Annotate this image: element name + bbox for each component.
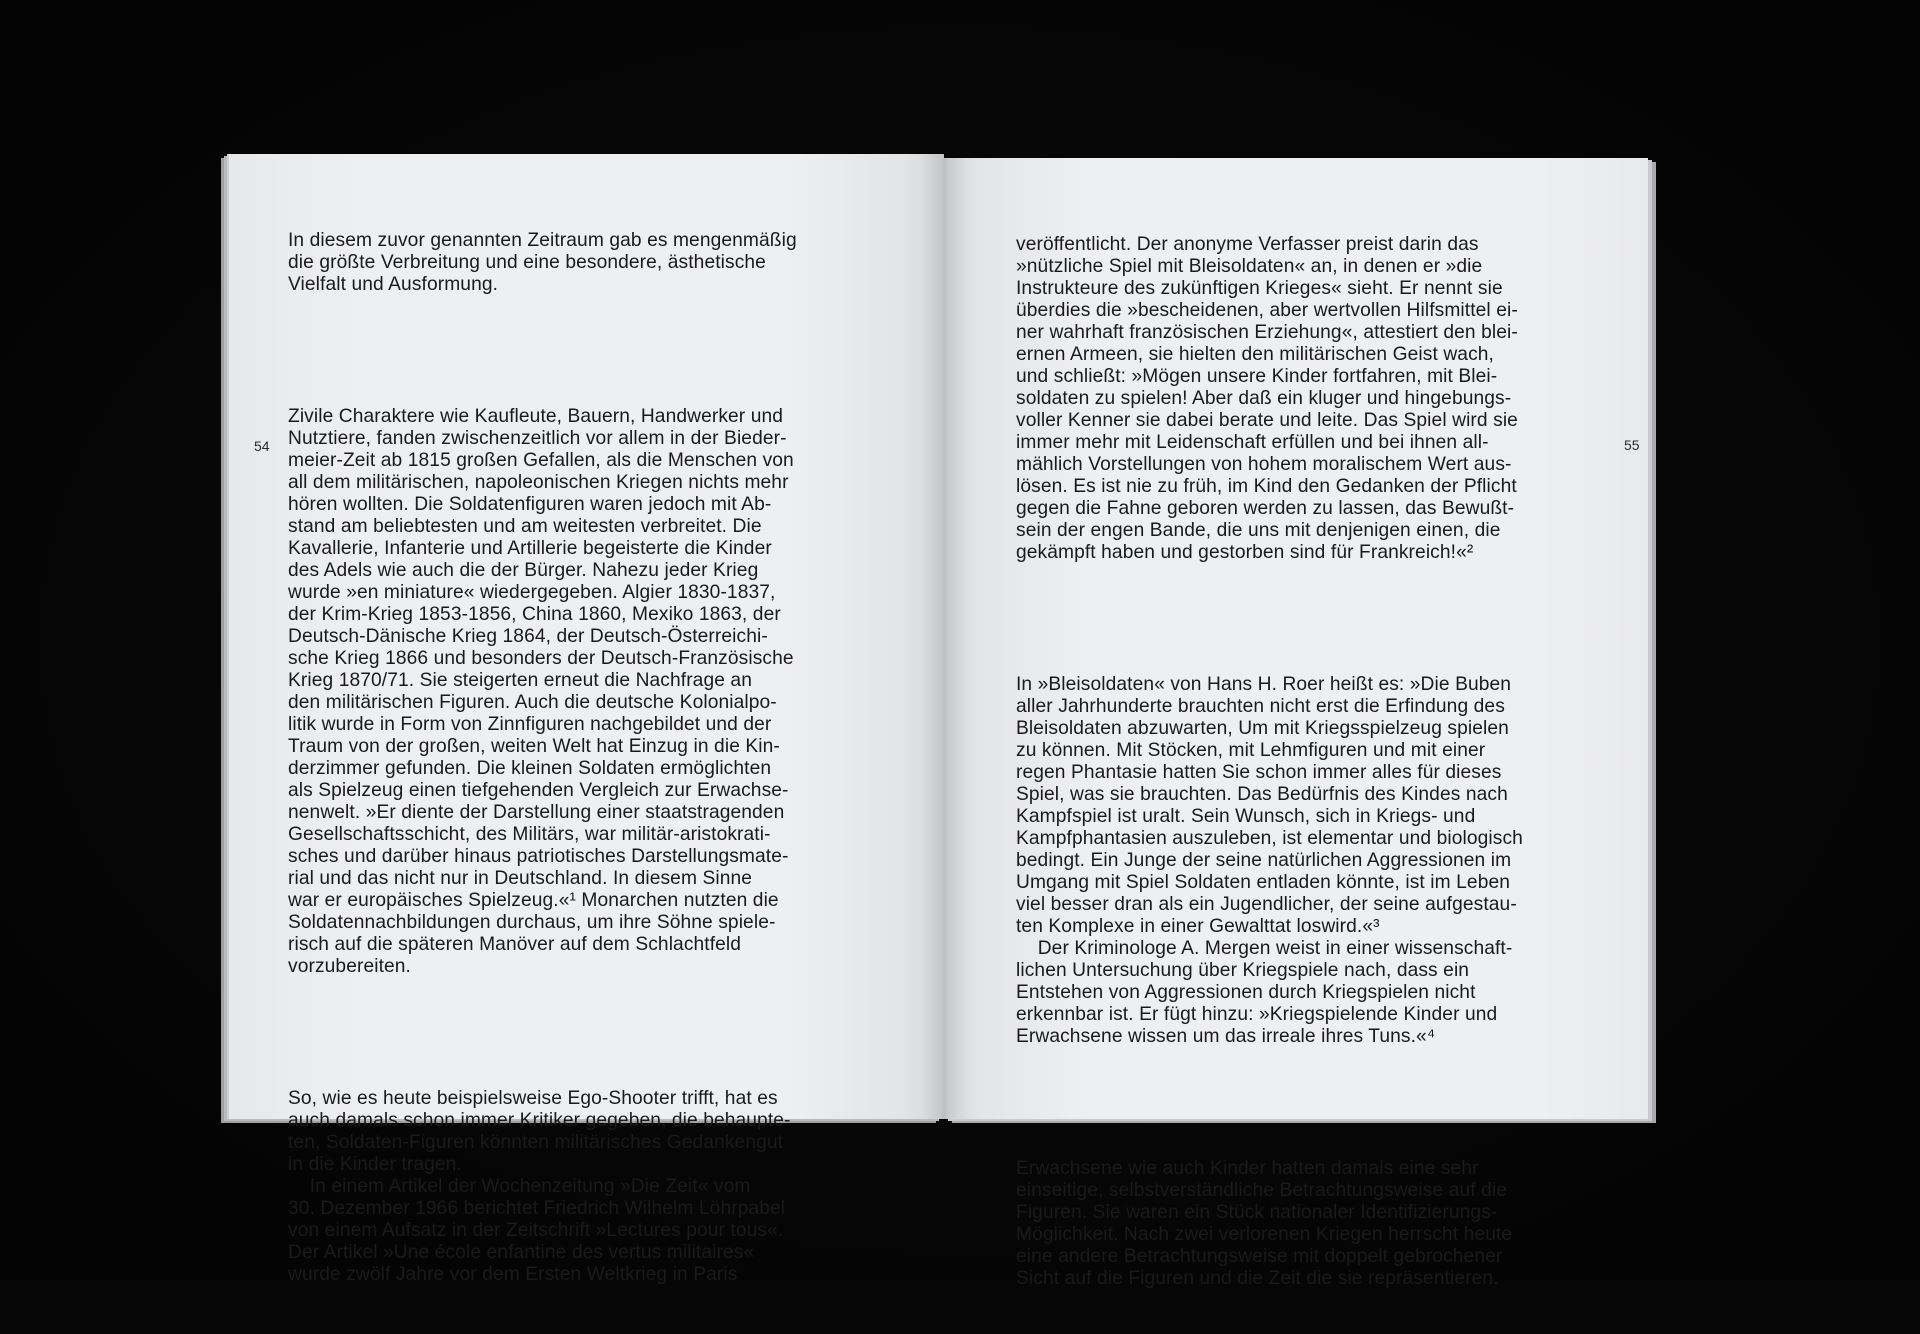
- right-page-number: 55: [1624, 437, 1640, 453]
- left-page-body: [288, 186, 797, 1330]
- open-book-spread: [222, 150, 1659, 1289]
- paragraph: Erwachsene wie auch Kinder hatten damals eine sehr einseitige, selbstverständliche Betrachtungsweise auf die Figuren. Sie waren ein Stück nationaler Identifizierungs- Möglichkeit. Nach zwei verlorenen Kriegen herrscht heute eine andere Betrachtungsweise mit doppelt gebrochener Sicht auf die Figuren und die Zeit die sie repräsentieren.: [1016, 1158, 1513, 1289]
- paragraph: Zivile Charaktere wie Kaufleute, Bauern, Handwerker und Nutztiere, fanden zwischenzeitlich vor allem in der Bieder- meier-Zeit ab 1815 großen Gefallen, als die Menschen von all dem militärischen, napoleonischen Kriegen nichts mehr hören wollten. Die Soldatenfiguren waren jedoch mit Ab- stand am beliebtesten und am weitesten verbreitet. Die Kavallerie, Infanterie und Artillerie begeisterte die Kinder des Adels wie auch die der Bürger. Nahezu jeder Krieg wurde »en miniature« wiedergegeben. Algier 1830-1837, der Krim-Krieg 1853-1856, China 1860, Mexiko 1863, der Deutsch-Dänische Krieg 1864, der Deutsch-Österreichi- sche Krieg 1866 und besonders der Deutsch-Französische Krieg 1870/71. Sie steigerten erneut die Nachfrage an den militärischen Figuren. Auch die deutsche Kolonialpo- litik wurde in Form von Zinnfiguren nachgebildet und der Traum von der großen, weiten Welt hat Einzug in die Kin- derzimmer gefunden. Die kleinen Soldaten ermöglichten als Spielzeug einen tiefgehenden Vergleich zur Erwachse- nenwelt. »Er diente der Darstellung einer staatstragenden Gesellschaftsschicht, des Militärs, war militär-aristokrati- sches und darüber hinaus patriotisches Darstellungsmate- rial und das nicht nur in Deutschland. In diesem Sinne war er europäisches Spielzeug.«¹ Monarchen nutzten die Soldatennachbildungen durchaus, um ihre Söhne spiele- risch auf die späteren Manöver auf dem Schlachtfeld vorzubereiten.: [288, 406, 794, 977]
- paragraph: So, wie es heute beispielsweise Ego-Shooter trifft, hat es auch damals schon immer Kritiker gegeben, die behaupte- ten, Soldaten-Figuren könnten militärisches Gedankengut in die Kinder tragen. In einem Artikel der Wochenzeitung »Die Zeit« vom 30. Dezember 1966 berichtet Friedrich Wilhelm Löhrpabel von einem Aufsatz in der Zeitschrift »Lectures pour tous«. Der Artikel »Une école enfantine des vertus militaires« wurde zwölf Jahre vor dem Ersten Weltkrieg in Paris: [288, 1088, 791, 1285]
- paragraph: In diesem zuvor genannten Zeitraum gab es mengenmäßig die größte Verbreitung und eine besondere, ästhetische Vielfalt und Ausformung.: [288, 230, 797, 295]
- paragraph: veröffentlicht. Der anonyme Verfasser preist darin das »nützliche Spiel mit Bleisoldaten« an, in denen er »die Instrukteure des zukünftigen Krieges« sieht. Er nennt sie überdies die »bescheidenen, aber wertvollen Hilfsmittel ei- ner wahrhaft französischen Erziehung«, attestiert den blei- ernen Armeen, sie hielten den militärischen Geist wach, und schließt: »Mögen unsere Kinder fortfahren, mit Blei- soldaten zu spielen! Aber daß ein kluger und hingebungs- voller Kenner sie dabei berate und leite. Das Spiel wird sie immer mehr mit Leidenschaft erfüllen und bei ihnen all- mählich Vorstellungen von hohem moralischem Wert aus- lösen. Es ist nie zu früh, im Kind den Gedanken der Pflicht gegen die Fahne geboren werden zu lassen, das Bewußt- sein der engen Bande, die uns mit denjenigen einen, die gekämpft haben und gestorben sind für Frankreich!«²: [1016, 234, 1518, 563]
- book-gutter: [922, 154, 966, 1119]
- right-page-body: [1016, 190, 1523, 1334]
- left-page-number: 54: [254, 438, 270, 454]
- paragraph: In »Bleisoldaten« von Hans H. Roer heißt es: »Die Buben aller Jahrhunderte brauchten nicht erst die Erfindung des Bleisoldaten abzuwarten, Um mit Kriegsspielzeug spielen zu können. Mit Stöcken, mit Lehmfiguren und mit einer regen Phantasie hatten Sie schon immer alles für dieses Spiel, was sie brauchten. Das Bedürfnis des Kindes nach Kampfspiel ist uralt. Sein Wunsch, sich in Kriegs- und Kampfphantasien auszuleben, ist elementar und biologisch bedingt. Ein Junge der seine natürlichen Aggressionen im Umgang mit Spiel Soldaten entladen könnte, ist im Leben viel besser dran als ein Jugendlicher, der seine aufgestau- ten Komplexe in einer Gewalttat loswird.«³ Der Kriminologe A. Mergen weist in einer wissenschaft- lichen Untersuchung über Kriegspiele nach, dass ein Entstehen von Aggressionen durch Kriegspielen nicht erkennbar ist. Er fügt hinzu: »Kriegspielende Kinder und Erwachsene wissen um das irreale ihres Tuns.«⁴: [1016, 674, 1523, 1047]
